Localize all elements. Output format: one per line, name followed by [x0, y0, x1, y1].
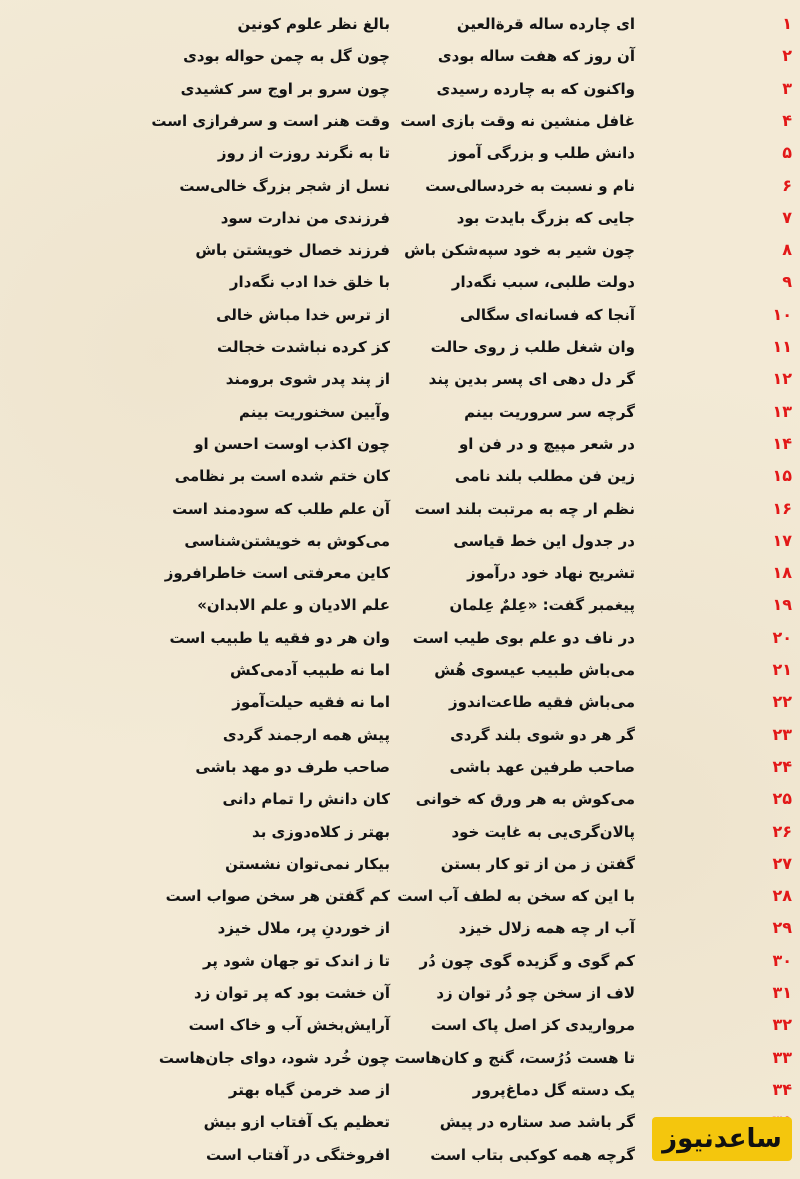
second-hemistich: افروختگی در آفتاب است: [205, 1145, 390, 1164]
first-hemistich: گر هر دو شوی بلند گردی: [450, 725, 635, 744]
verse-number: ۱۹: [772, 595, 792, 615]
verse-number: ۳۰: [772, 950, 792, 970]
second-hemistich: فرزندی من ندارت سود: [220, 208, 390, 227]
verse-row: [0, 75, 800, 107]
first-hemistich: ای چارده ساله قرةالعین: [456, 15, 635, 33]
first-hemistich: گفتن ز من از تو کار بستن: [440, 854, 635, 873]
verse-row: [0, 268, 800, 300]
second-hemistich: می‌کوش به خویشتن‌شناسی: [184, 531, 390, 550]
verse-row: [0, 559, 800, 591]
first-hemistich: گر دل دهی ای پسر بدین پند: [428, 370, 635, 389]
verse-number: ۶: [782, 175, 792, 195]
first-hemistich: دانش طلب و بزرگی آموز: [449, 144, 635, 163]
first-hemistich: کم گوی و گزیده گوی چون دُر: [419, 951, 635, 970]
verse-number: ۱۵: [772, 466, 792, 486]
verse-number: ۳۳: [772, 1047, 792, 1067]
second-hemistich: آن علم طلب که سودمند است: [172, 499, 390, 518]
verse-number: ۳۲: [772, 1015, 792, 1035]
verse-number: ۱۶: [772, 498, 792, 518]
first-hemistich: گرچه همه کوکبی بتاب است: [430, 1145, 635, 1164]
verse-number: ۱۴: [772, 433, 792, 453]
first-hemistich: جایی که بزرگ بایدت بود: [456, 208, 635, 227]
second-hemistich: کم گفتن هر سخن صواب است: [165, 887, 390, 906]
verse-row: [0, 979, 800, 1011]
verse-row: [0, 10, 800, 42]
verse-row: [0, 1076, 800, 1108]
second-hemistich: فرزند خصال خویشتن باش: [195, 241, 390, 260]
second-hemistich: وان هر دو فقیه یا طبیب است: [169, 628, 390, 647]
verse-number: ۹: [782, 272, 792, 292]
second-hemistich: آرایش‌بخش آب و خاک است: [188, 1016, 390, 1035]
verse-number: ۱۰: [772, 304, 792, 324]
first-hemistich: آنجا که فسانه‌ای سگالی: [460, 305, 635, 324]
second-hemistich: اما نه فقیه حیلت‌آموز: [232, 693, 390, 712]
verse-number: ۲۴: [772, 756, 792, 776]
verse-number: ۷: [782, 207, 792, 227]
second-hemistich: چون گل به چمن حواله بودی: [183, 47, 390, 66]
verse-row: [0, 172, 800, 204]
second-hemistich: اما نه طبیب آدمی‌کش: [230, 661, 390, 679]
first-hemistich: تا هست دُرُست، گنج و کان‌هاست: [394, 1048, 635, 1067]
verse-number: ۲۱: [772, 660, 792, 679]
verse-row: [0, 462, 800, 494]
verse-row: [0, 495, 800, 527]
second-hemistich: از پند پدر شوی برومند: [225, 370, 390, 389]
verse-number: ۲۹: [772, 918, 792, 938]
second-hemistich: از خوردنِ پر، ملال خیزد: [217, 919, 390, 938]
verse-number: ۲: [782, 46, 792, 66]
verse-row: [0, 785, 800, 817]
second-hemistich: تا به نگرند روزت از روز: [217, 144, 390, 163]
verse-number: ۱۲: [772, 369, 792, 389]
first-hemistich: صاحب طرفین عهد باشی: [449, 757, 635, 776]
verse-number: ۱۸: [772, 563, 792, 583]
verse-row: [0, 818, 800, 850]
first-hemistich: در شعر مپیچ و در فن او: [458, 434, 635, 453]
second-hemistich: چون سرو بر اوج سر کشیدی: [180, 79, 390, 98]
first-hemistich: نظم ار چه به مرتبت بلند است: [414, 499, 635, 518]
verse-row: [0, 850, 800, 882]
first-hemistich: نام و نسبت به خردسالی‌ست: [425, 176, 635, 195]
verse-number: ۲۶: [772, 821, 792, 841]
second-hemistich: چون اکذب اوست احسن او: [194, 434, 390, 453]
verse-row: [0, 398, 800, 430]
first-hemistich: در جدول این خط قیاسی: [453, 531, 635, 550]
first-hemistich: پیغمبر گفت: «عِلمٌ عِلمان: [449, 596, 635, 615]
first-hemistich: آن روز که هفت ساله بودی: [437, 47, 635, 66]
first-hemistich: پالان‌گری‌یی به غایت خود: [451, 822, 635, 841]
verse-number: ۲۲: [772, 692, 792, 712]
second-hemistich: کان ختم شده است بر نظامی: [174, 467, 390, 486]
first-hemistich: چون شیر به خود سپه‌شکن باش: [404, 241, 635, 260]
saadnews-logo: ساعدنیوز: [652, 1117, 792, 1161]
first-hemistich: گرچه سر سروریت بینم: [464, 402, 635, 421]
verse-row: [0, 236, 800, 268]
first-hemistich: می‌باش طبیب عیسوی هُش: [434, 661, 635, 679]
first-hemistich: لاف از سخن چو دُر توان زد: [436, 984, 635, 1002]
second-hemistich: صاحب طرف دو مهد باشی: [195, 757, 390, 776]
verse-number: ۴: [782, 110, 792, 130]
verse-row: [0, 624, 800, 656]
first-hemistich: می‌باش فقیه طاعت‌اندوز: [449, 693, 635, 712]
second-hemistich: نسل از شجر بزرگ خالی‌ست: [179, 176, 390, 195]
verse-row: [0, 301, 800, 333]
verse-number: ۱۳: [772, 401, 792, 421]
verse-row: [0, 947, 800, 979]
verse-number: ۱: [782, 14, 792, 33]
verse-number: ۱۱: [772, 337, 792, 356]
first-hemistich: غافل منشین نه وقت بازی است: [400, 111, 635, 130]
verse-number: ۳۴: [772, 1079, 792, 1099]
second-hemistich: با خلق خدا ادب نگه‌دار: [229, 273, 390, 292]
first-hemistich: با این که سخن به لطف آب است: [397, 887, 635, 906]
second-hemistich: علم الادیان و علم الابدان»: [197, 596, 390, 615]
second-hemistich: تا ز اندک تو جهان شود پر: [202, 951, 390, 970]
second-hemistich: از ترس خدا مباش خالی: [216, 305, 390, 324]
verse-number: ۲۰: [772, 627, 792, 647]
first-hemistich: واکنون که به چارده رسیدی: [436, 79, 635, 98]
verse-row: [0, 914, 800, 946]
verse-row: [0, 430, 800, 462]
verse-row: [0, 591, 800, 623]
second-hemistich: وآیین سخنوریت بینم: [238, 402, 390, 421]
verse-number: ۲۷: [772, 853, 792, 873]
first-hemistich: زین فن مطلب بلند نامی: [454, 467, 635, 486]
first-hemistich: در ناف دو علم بوی طیب است: [412, 628, 635, 647]
verse-number: ۳: [782, 78, 792, 98]
second-hemistich: چون خُرد شود، دوای جان‌هاست: [158, 1048, 390, 1067]
verse-number: ۵: [782, 143, 792, 163]
verse-row: [0, 107, 800, 139]
first-hemistich: آب ار چه همه زلال خیزد: [458, 919, 635, 938]
verse-row: [0, 1011, 800, 1043]
second-hemistich: بهتر ز کلاه‌دوزی بد: [252, 822, 390, 841]
verse-row: [0, 365, 800, 397]
verse-number: ۱۷: [772, 530, 792, 550]
verse-row: [0, 204, 800, 236]
first-hemistich: یک دسته گل دماغ‌پرور: [472, 1080, 635, 1099]
first-hemistich: دولت طلبی، سبب نگه‌دار: [451, 273, 635, 292]
verse-row: [0, 656, 800, 688]
second-hemistich: کان دانش را تمام دانی: [222, 790, 390, 809]
verse-number: ۲۵: [772, 789, 792, 809]
first-hemistich: مرواریدی کز اصل پاک است: [430, 1016, 635, 1035]
second-hemistich: پیش همه ارجمند گردی: [222, 725, 390, 744]
second-hemistich: تعظیم یک آفتاب ازو بیش: [203, 1113, 390, 1132]
second-hemistich: کاین معرفتی است خاطرافروز: [164, 564, 390, 583]
second-hemistich: کز کرده نباشدت خجالت: [217, 338, 390, 356]
verse-row: [0, 753, 800, 785]
verse-row: [0, 688, 800, 720]
second-hemistich: بالغ نظر علوم کونین: [237, 15, 390, 33]
verse-number: ۸: [782, 240, 792, 260]
first-hemistich: تشریح نهاد خود درآموز: [467, 564, 635, 583]
verse-row: [0, 882, 800, 914]
verse-row: [0, 527, 800, 559]
first-hemistich: وان شغل طلب ز روی حالت: [430, 338, 635, 356]
verse-row: [0, 333, 800, 365]
verse-row: [0, 1044, 800, 1076]
second-hemistich: از صد خرمن گیاه بهتر: [228, 1080, 390, 1099]
verse-number: ۲۳: [772, 724, 792, 744]
verse-number: ۲۸: [772, 886, 792, 906]
first-hemistich: گر باشد صد ستاره در پیش: [439, 1113, 635, 1132]
verse-row: [0, 42, 800, 74]
second-hemistich: آن خشت بود که پر توان زد: [193, 984, 390, 1002]
verse-row: [0, 139, 800, 171]
second-hemistich: بیکار نمی‌توان نشستن: [225, 854, 390, 873]
second-hemistich: وقت هنر است و سرفرازی است: [151, 111, 390, 130]
verse-number: ۳۱: [772, 983, 792, 1002]
first-hemistich: می‌کوش به هر ورق که خوانی: [415, 790, 635, 809]
verse-row: [0, 721, 800, 753]
